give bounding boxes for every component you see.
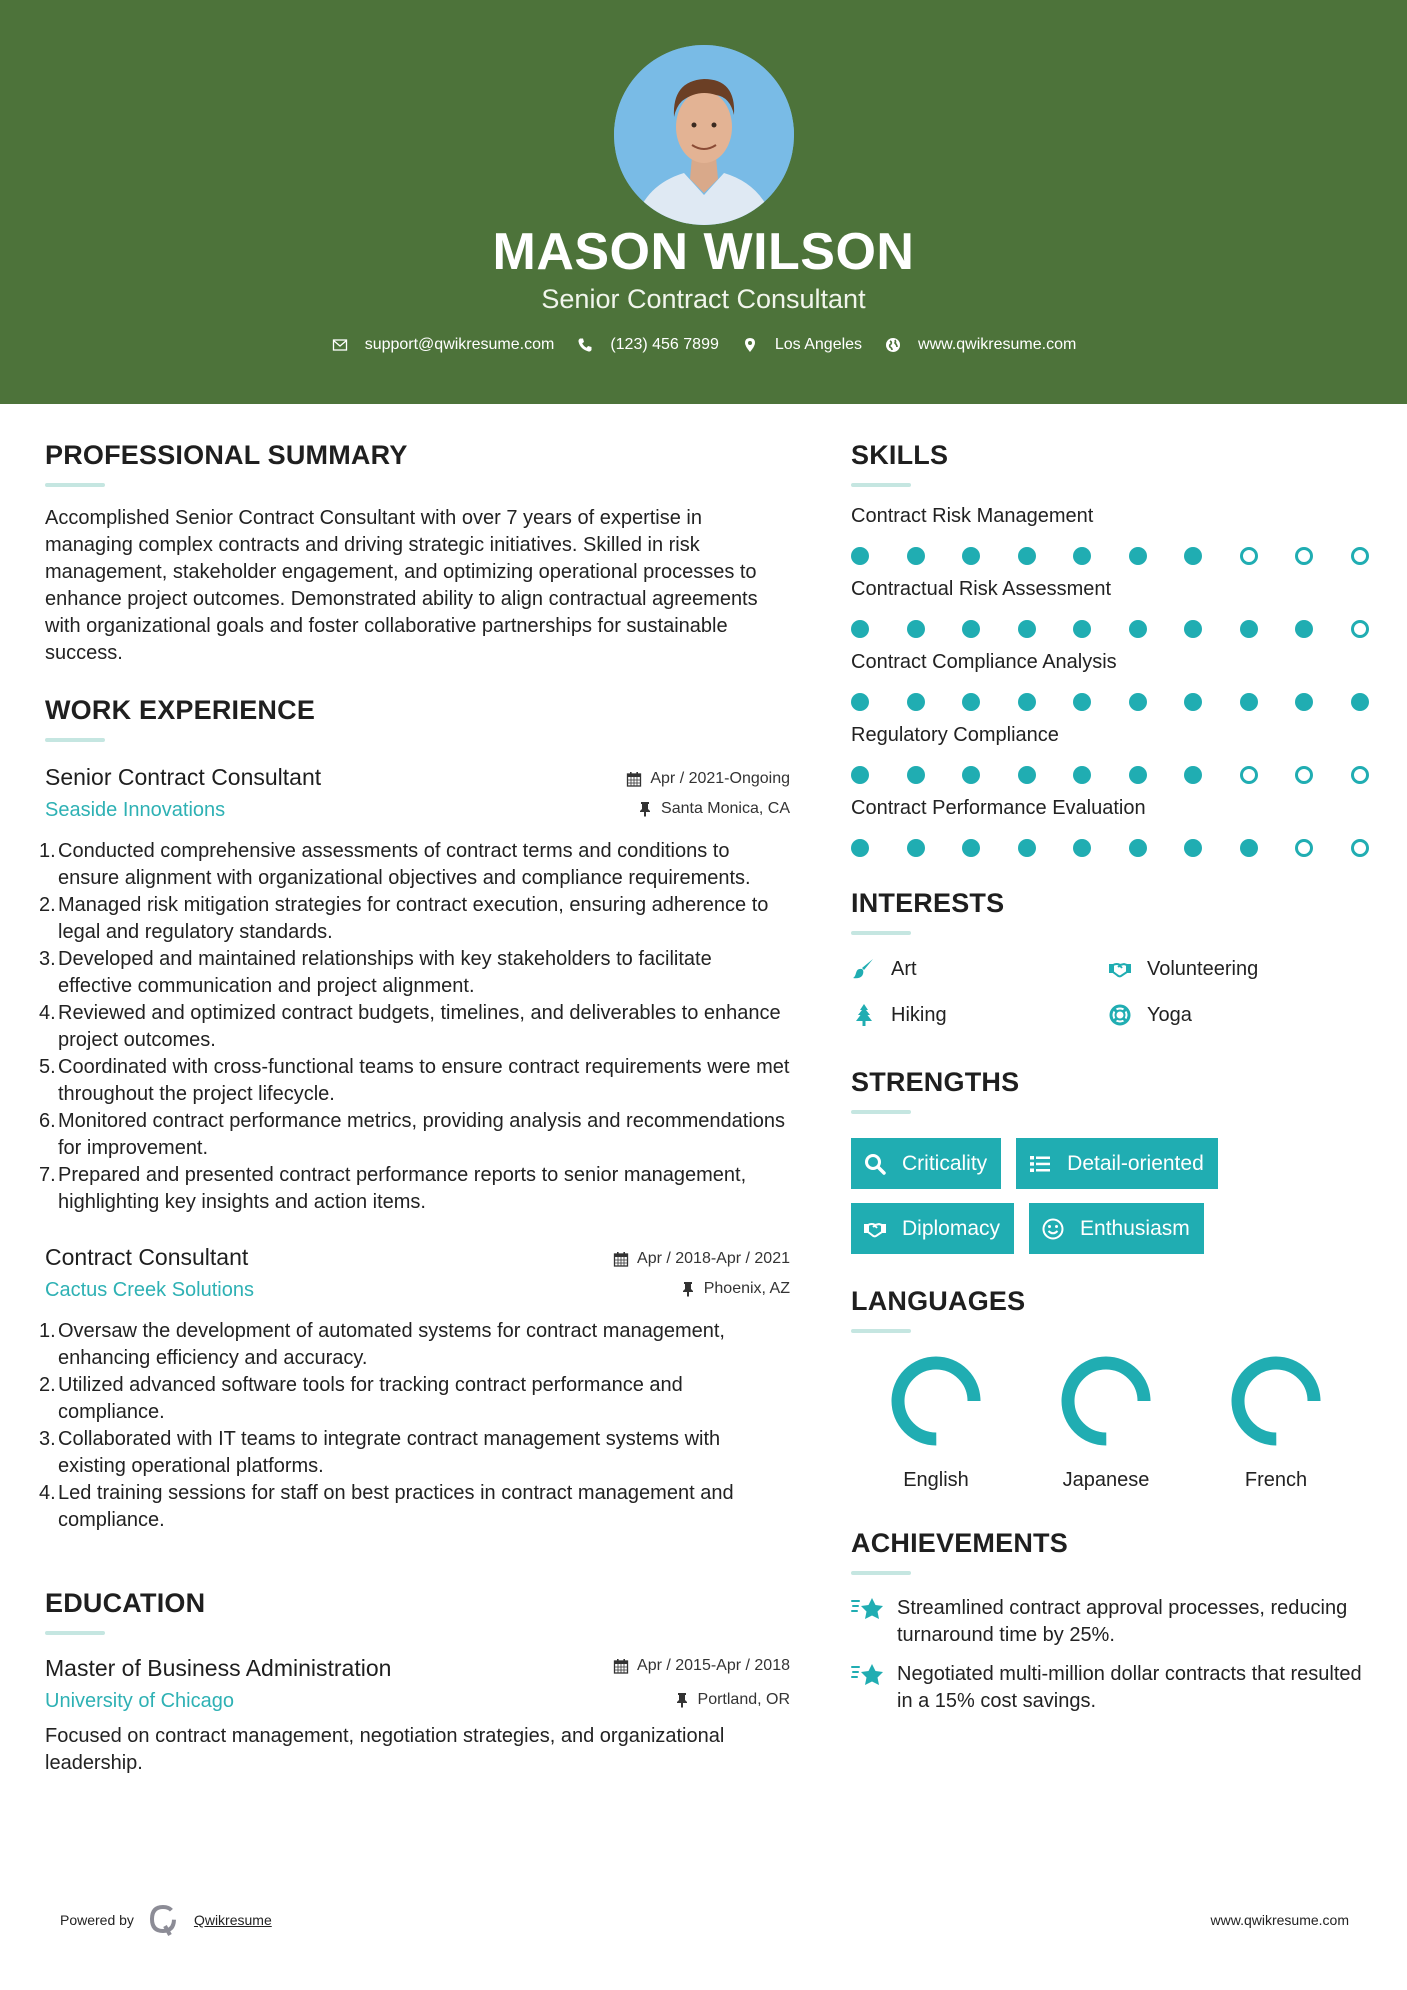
achievement-item: Negotiated multi-million dollar contracts that resulted in a 15% cost savings. <box>851 1661 1371 1715</box>
experience-section <box>39 695 790 1534</box>
footer-website[interactable]: www.qwikresume.com <box>1210 1912 1349 1928</box>
phone-icon <box>576 336 594 354</box>
school-name: University of Chicago <box>45 1690 234 1712</box>
skill-rating <box>851 752 1371 797</box>
candidate-title: Senior Contract Consultant <box>541 284 866 314</box>
language-progress-ring <box>1060 1355 1152 1447</box>
job-header <box>45 1244 790 1302</box>
languages-section <box>851 1286 1371 1492</box>
powered-by: Powered by Qwikresume <box>60 1904 272 1936</box>
job-company: Seaside Innovations <box>45 799 226 821</box>
contact-location <box>741 336 862 354</box>
language-progress-ring <box>890 1355 982 1447</box>
rating-dot-filled-icon <box>851 839 869 857</box>
contact-website[interactable] <box>884 336 1076 354</box>
qwikresume-link[interactable]: Qwikresume <box>193 1912 272 1928</box>
bullet-item: 4. Led training sessions for staff on best practices in contract management and compliance. <box>39 1482 734 1531</box>
rating-dot-filled-icon <box>907 693 925 711</box>
calendar-icon <box>613 1658 629 1674</box>
skill-item <box>851 797 1371 870</box>
email-text: support@qwikresume.com <box>364 336 555 353</box>
handshake-icon <box>862 1216 888 1242</box>
section-heading: EDUCATION <box>45 1588 206 1618</box>
bullet-item: 3. Collaborated with IT teams to integrate contract management systems with existing operational platforms. <box>39 1428 721 1477</box>
paintbrush-icon <box>851 956 877 982</box>
pushpin-icon <box>637 801 653 817</box>
rating-dot-empty-icon <box>1240 547 1258 565</box>
rating-dot-filled-icon <box>1018 547 1036 565</box>
resume-header <box>0 0 1407 404</box>
rating-dot-filled-icon <box>1018 693 1036 711</box>
section-heading: LANGUAGES <box>851 1286 1026 1316</box>
rating-dot-filled-icon <box>1129 693 1147 711</box>
interest-item: Yoga <box>1107 999 1357 1031</box>
profile-photo <box>614 45 794 225</box>
job-location: Santa Monica, CA <box>626 800 790 818</box>
heading-underline <box>45 1631 105 1635</box>
heading-underline <box>45 738 105 742</box>
rating-dot-filled-icon <box>1018 839 1036 857</box>
strength-chip: Enthusiasm <box>1029 1203 1204 1254</box>
smile-icon <box>1040 1216 1066 1242</box>
rating-dot-filled-icon <box>1184 766 1202 784</box>
rating-dot-filled-icon <box>1351 693 1369 711</box>
rating-dot-filled-icon <box>1184 693 1202 711</box>
interest-item: Hiking <box>851 999 1107 1031</box>
skill-name: Contract Performance Evaluation <box>851 797 1146 819</box>
achievements-list <box>851 1595 1371 1715</box>
qwikresume-logo-icon <box>148 1904 178 1936</box>
rating-dot-filled-icon <box>1240 620 1258 638</box>
rating-dot-filled-icon <box>1184 547 1202 565</box>
globe-icon <box>884 336 902 354</box>
interests-section <box>851 888 1371 1031</box>
rating-dot-empty-icon <box>1295 547 1313 565</box>
rating-dot-empty-icon <box>1351 839 1369 857</box>
job-entry <box>39 1244 790 1534</box>
handshake-icon <box>1107 956 1133 982</box>
bullet-item: 5. Coordinated with cross-functional teams to ensure contract requirements were met throughout the project lifecycle. <box>39 1056 790 1105</box>
skill-name: Contract Compliance Analysis <box>851 651 1117 673</box>
education-location: Portland, OR <box>613 1691 790 1709</box>
job-title: Contract Consultant <box>45 1244 249 1270</box>
job-meta <box>613 1244 790 1298</box>
heading-underline <box>851 931 911 935</box>
rating-dot-empty-icon <box>1351 766 1369 784</box>
job-dates: Apr / 2021-Ongoing <box>626 770 790 788</box>
bullet-item: 2. Managed risk mitigation strategies for contract execution, ensuring adherence to legal and regulatory standards. <box>39 894 769 943</box>
right-column <box>851 440 1371 1727</box>
section-heading: WORK EXPERIENCE <box>45 695 316 725</box>
rating-dot-empty-icon <box>1240 766 1258 784</box>
rating-dot-filled-icon <box>851 547 869 565</box>
heading-underline <box>851 1110 911 1114</box>
language-item: English <box>851 1355 1021 1492</box>
section-heading: STRENGTHS <box>851 1067 1020 1097</box>
bullet-item: 2. Utilized advanced software tools for tracking contract performance and compliance. <box>39 1374 683 1423</box>
interest-item: Volunteering <box>1107 953 1357 985</box>
website-text: www.qwikresume.com <box>918 336 1077 353</box>
rating-dot-filled-icon <box>1295 620 1313 638</box>
rating-dot-filled-icon <box>962 839 980 857</box>
achievements-section <box>851 1528 1371 1715</box>
section-heading: PROFESSIONAL SUMMARY <box>45 440 408 470</box>
skill-name: Regulatory Compliance <box>851 724 1059 746</box>
summary-section <box>45 440 790 667</box>
job-dates: Apr / 2018-Apr / 2021 <box>613 1250 790 1268</box>
strengths-list <box>851 1138 1371 1268</box>
rating-dot-filled-icon <box>1184 620 1202 638</box>
job-location: Phoenix, AZ <box>613 1280 790 1298</box>
tree-icon <box>851 1002 877 1028</box>
interest-item: Art <box>851 953 1107 985</box>
education-section <box>45 1588 790 1777</box>
strength-chip: Criticality <box>851 1138 1001 1189</box>
rating-dot-filled-icon <box>851 620 869 638</box>
heading-underline <box>851 483 911 487</box>
skill-item <box>851 724 1371 797</box>
bullet-item: 7. Prepared and presented contract performance reports to senior management, highlighting key insights and action items. <box>39 1164 747 1213</box>
calendar-icon <box>626 771 642 787</box>
skill-item <box>851 505 1371 578</box>
skill-rating <box>851 533 1371 578</box>
phone-text: (123) 456 7899 <box>610 336 719 353</box>
strength-chip: Diplomacy <box>851 1203 1014 1254</box>
section-heading: SKILLS <box>851 440 949 470</box>
job-entry <box>39 764 790 1216</box>
rating-dot-filled-icon <box>907 839 925 857</box>
skill-name: Contractual Risk Assessment <box>851 578 1112 600</box>
heading-underline <box>851 1571 911 1575</box>
achievement-item: Streamlined contract approval processes, reducing turnaround time by 25%. <box>851 1595 1371 1649</box>
rating-dot-filled-icon <box>851 766 869 784</box>
job-bullets <box>39 1318 790 1534</box>
rating-dot-empty-icon <box>1295 839 1313 857</box>
degree-title: Master of Business Administration <box>45 1655 392 1681</box>
rating-dot-filled-icon <box>962 766 980 784</box>
skill-item <box>851 578 1371 651</box>
life-ring-icon <box>1107 1002 1133 1028</box>
summary-text: Accomplished Senior Contract Consultant with over 7 years of expertise in managing complex contracts and driving strategic initiatives. Skilled in risk management, stakeholder engagement, and optimizing operational processes to enhance project outcomes. Demonstrated ability to align contractual agreements with organizational goals and foster collaborative partnerships for sustainable success. <box>45 507 758 664</box>
rating-dot-filled-icon <box>1018 766 1036 784</box>
rating-dot-filled-icon <box>1129 766 1147 784</box>
bullet-item: 3. Developed and maintained relationships with key stakeholders to facilitate effective communication and project alignment. <box>39 948 712 997</box>
page-footer <box>0 1898 1407 1938</box>
map-pin-icon <box>741 336 759 354</box>
rating-dot-filled-icon <box>962 693 980 711</box>
rating-dot-filled-icon <box>907 766 925 784</box>
envelope-icon <box>331 336 349 354</box>
candidate-name: MASON WILSON <box>492 223 915 281</box>
person-photo-icon <box>614 45 794 225</box>
rating-dot-filled-icon <box>1240 693 1258 711</box>
rating-dot-filled-icon <box>1240 839 1258 857</box>
interests-list <box>851 953 1371 1031</box>
section-heading: ACHIEVEMENTS <box>851 1528 1068 1558</box>
bullet-item: 4. Reviewed and optimized contract budgets, timelines, and deliverables to enhance project outcomes. <box>39 1002 781 1051</box>
pushpin-icon <box>680 1281 696 1297</box>
job-title: Senior Contract Consultant <box>45 764 322 790</box>
rating-dot-filled-icon <box>962 620 980 638</box>
job-company: Cactus Creek Solutions <box>45 1279 254 1301</box>
job-header <box>45 764 790 822</box>
bullet-item: 1. Conducted comprehensive assessments of contract terms and conditions to ensure alignment with organizational objectives and compliance requirements. <box>39 840 751 889</box>
skill-rating <box>851 679 1371 724</box>
rating-dot-filled-icon <box>1073 620 1091 638</box>
left-column <box>39 440 790 1777</box>
bullet-item: 1. Oversaw the development of automated systems for contract management, enhancing efficiency and accuracy. <box>39 1320 725 1369</box>
contact-bar <box>0 336 1407 354</box>
rating-dot-filled-icon <box>907 620 925 638</box>
shooting-star-icon <box>851 1661 887 1691</box>
skill-name: Contract Risk Management <box>851 505 1094 527</box>
rating-dot-filled-icon <box>1073 547 1091 565</box>
skill-rating <box>851 825 1371 870</box>
rating-dot-filled-icon <box>907 547 925 565</box>
rating-dot-filled-icon <box>1073 839 1091 857</box>
heading-underline <box>851 1329 911 1333</box>
skills-section <box>851 440 1371 870</box>
strengths-section <box>851 1067 1371 1268</box>
rating-dot-filled-icon <box>1073 693 1091 711</box>
bullet-item: 6. Monitored contract performance metrics, providing analysis and recommendations for improvement. <box>39 1110 786 1159</box>
rating-dot-empty-icon <box>1351 620 1369 638</box>
education-entry <box>45 1655 790 1777</box>
education-meta <box>613 1655 790 1709</box>
calendar-icon <box>613 1251 629 1267</box>
rating-dot-empty-icon <box>1351 547 1369 565</box>
job-bullets <box>39 838 790 1216</box>
rating-dot-filled-icon <box>1129 839 1147 857</box>
strength-chip: Detail-oriented <box>1016 1138 1218 1189</box>
language-item: French <box>1191 1355 1361 1492</box>
contact-email[interactable] <box>331 336 555 354</box>
rating-dot-filled-icon <box>1129 547 1147 565</box>
skills-list <box>851 505 1371 870</box>
shooting-star-icon <box>851 1595 887 1625</box>
job-meta <box>626 764 790 818</box>
location-text: Los Angeles <box>774 336 863 353</box>
education-description: Focused on contract management, negotiation strategies, and organizational leadership. <box>45 1725 725 1774</box>
skill-rating <box>851 606 1371 651</box>
heading-underline <box>45 483 105 487</box>
rating-dot-filled-icon <box>851 693 869 711</box>
language-progress-ring <box>1230 1355 1322 1447</box>
rating-dot-filled-icon <box>1129 620 1147 638</box>
skill-item <box>851 651 1371 724</box>
list-icon <box>1027 1151 1053 1177</box>
contact-phone[interactable] <box>576 336 719 354</box>
rating-dot-empty-icon <box>1295 766 1313 784</box>
search-icon <box>862 1151 888 1177</box>
pushpin-icon <box>674 1692 690 1708</box>
languages-list <box>851 1355 1371 1492</box>
rating-dot-filled-icon <box>1295 693 1313 711</box>
education-header <box>45 1655 790 1713</box>
rating-dot-filled-icon <box>1018 620 1036 638</box>
section-heading: INTERESTS <box>851 888 1005 918</box>
education-dates: Apr / 2015-Apr / 2018 <box>613 1657 790 1675</box>
language-item: Japanese <box>1021 1355 1191 1492</box>
rating-dot-filled-icon <box>1073 766 1091 784</box>
rating-dot-filled-icon <box>1184 839 1202 857</box>
rating-dot-filled-icon <box>962 547 980 565</box>
